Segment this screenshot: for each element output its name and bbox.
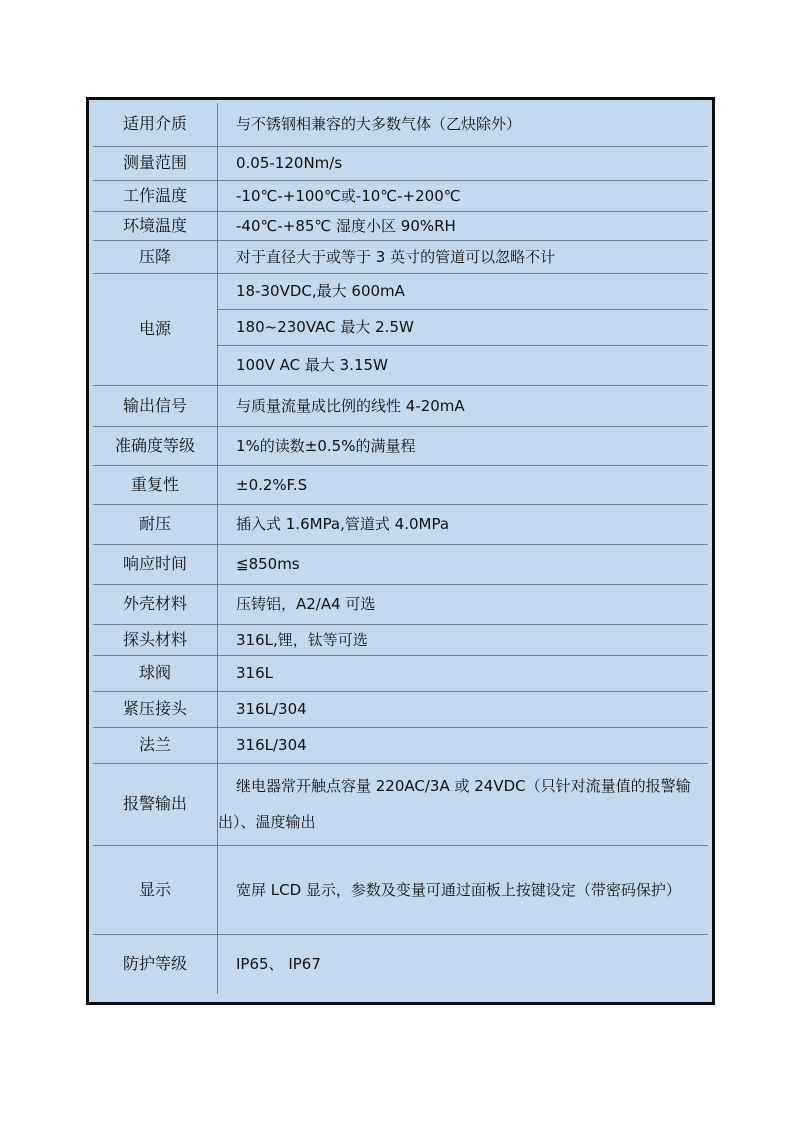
table-row — [93, 211, 708, 240]
spec-table-frame — [86, 97, 715, 1005]
row-label-housing: 外壳材料 — [93, 584, 218, 624]
row-label-protection: 防护等级 — [93, 934, 218, 994]
row-value-power-2: 180~230VAC 最大 2.5W — [218, 309, 709, 345]
row-value-power-3: 100V AC 最大 3.15W — [218, 345, 709, 385]
row-label-response-time: 响应时间 — [93, 544, 218, 584]
row-label-display: 显示 — [93, 845, 218, 934]
row-label-env-temp: 环境温度 — [93, 211, 218, 240]
row-value-repeatability: ±0.2%F.S — [218, 465, 709, 504]
row-label-flange: 法兰 — [93, 727, 218, 763]
row-label-repeatability: 重复性 — [93, 465, 218, 504]
row-value-alarm: 继电器常开触点容量 220AC/3A 或 24VDC（只针对流量值的报警输出）、温度输出 — [218, 763, 709, 845]
table-row — [93, 763, 708, 845]
row-label-alarm: 报警输出 — [93, 763, 218, 845]
row-value-pressure-drop: 对于直径大于或等于 3 英寸的管道可以忽略不计 — [218, 240, 709, 273]
row-label-work-temp: 工作温度 — [93, 180, 218, 211]
row-label-pressure-drop: 压降 — [93, 240, 218, 273]
row-value-work-temp: -10℃-+100℃或-10℃-+200℃ — [218, 180, 709, 211]
row-value-pressure-resistance: 插入式 1.6MPa,管道式 4.0MPa — [218, 504, 709, 544]
table-row — [93, 845, 708, 934]
row-value-probe: 316L,锂，钛等可选 — [218, 624, 709, 655]
row-value-output: 与质量流量成比例的线性 4-20mA — [218, 385, 709, 426]
row-value-range: 0.05-120Nm/s — [218, 146, 709, 180]
row-value-flange: 316L/304 — [218, 727, 709, 763]
row-label-range: 测量范围 — [93, 146, 218, 180]
row-value-display: 宽屏 LCD 显示，参数及变量可通过面板上按键设定（带密码保护） — [218, 845, 709, 934]
row-label-fitting: 紧压接头 — [93, 691, 218, 727]
row-value-power-1: 18-30VDC,最大 600mA — [218, 273, 709, 309]
table-row — [93, 504, 708, 544]
row-label-accuracy: 准确度等级 — [93, 426, 218, 465]
table-row — [93, 727, 708, 763]
table-row — [93, 426, 708, 465]
row-label-medium: 适用介质 — [93, 103, 218, 146]
row-label-probe: 探头材料 — [93, 624, 218, 655]
row-label-pressure-resistance: 耐压 — [93, 504, 218, 544]
row-value-response-time: ≦850ms — [218, 544, 709, 584]
table-row — [93, 180, 708, 211]
row-value-ball-valve: 316L — [218, 655, 709, 691]
table-row — [93, 103, 708, 146]
table-row — [93, 584, 708, 624]
row-label-ball-valve: 球阀 — [93, 655, 218, 691]
table-row — [93, 146, 708, 180]
table-row — [93, 655, 708, 691]
row-value-housing: 压铸铝，A2/A4 可选 — [218, 584, 709, 624]
table-row — [93, 691, 708, 727]
table-row — [93, 385, 708, 426]
row-label-output: 输出信号 — [93, 385, 218, 426]
row-value-medium: 与不锈钢相兼容的大多数气体（乙炔除外） — [218, 103, 709, 146]
table-row — [93, 273, 708, 309]
row-value-fitting: 316L/304 — [218, 691, 709, 727]
row-value-protection: IP65、 IP67 — [218, 934, 709, 994]
spec-table — [93, 103, 708, 994]
row-value-accuracy: 1%的读数±0.5%的满量程 — [218, 426, 709, 465]
table-row — [93, 934, 708, 994]
row-label-power: 电源 — [93, 273, 218, 385]
table-row — [93, 624, 708, 655]
table-row — [93, 465, 708, 504]
table-row — [93, 544, 708, 584]
table-row — [93, 240, 708, 273]
row-value-env-temp: -40℃-+85℃ 湿度小区 90%RH — [218, 211, 709, 240]
